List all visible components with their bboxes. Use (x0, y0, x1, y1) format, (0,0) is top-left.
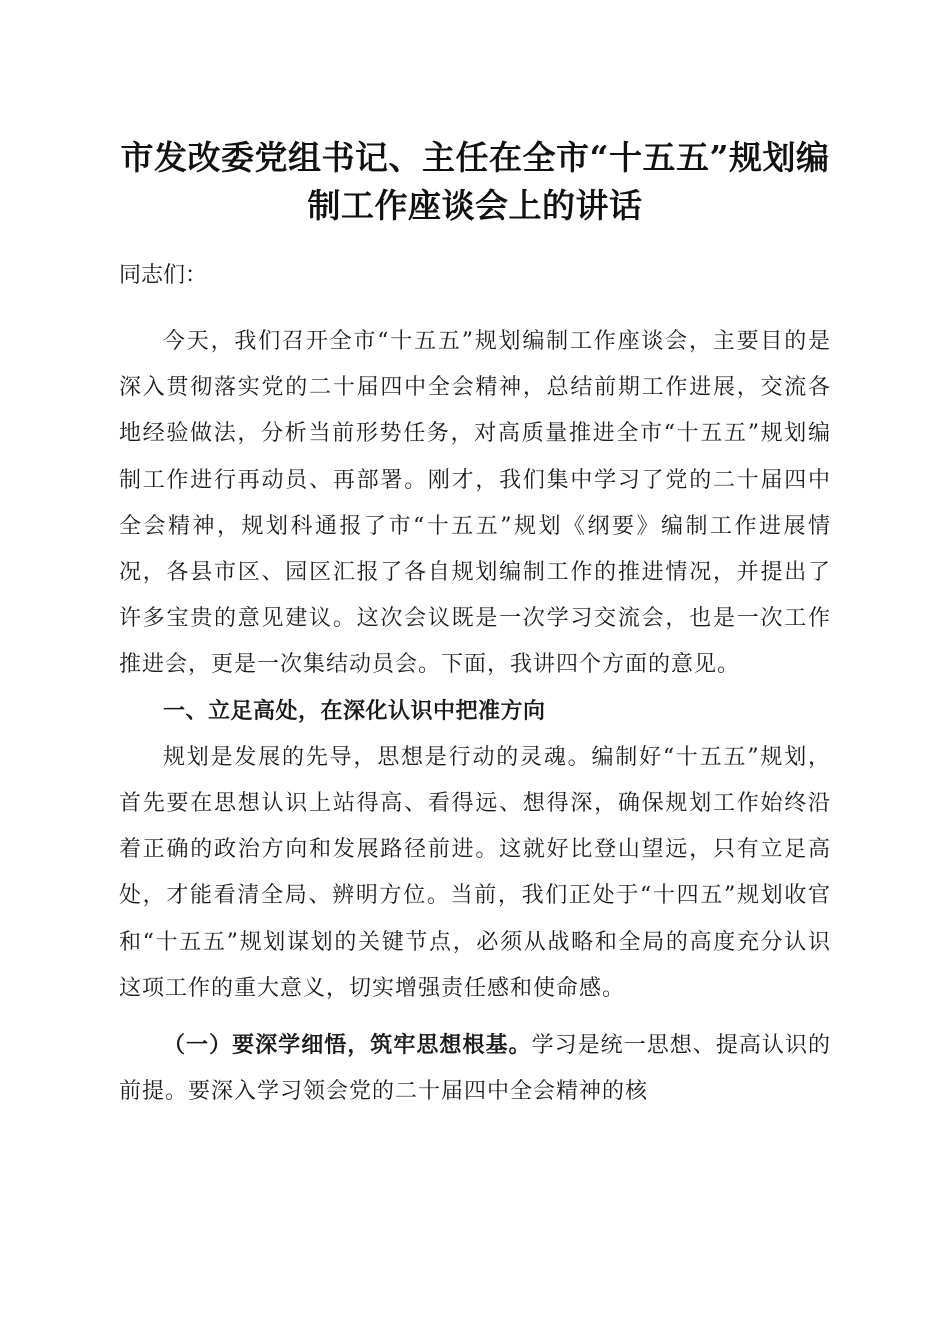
document-title: 市发改委党组书记、主任在全市“十五五”规划编制工作座谈会上的讲话 (120, 138, 830, 225)
section-1-paragraph: 规划是发展的先导，思想是行动的灵魂。编制好“十五五”规划，首先要在思想认识上站得高、看得远、想得深，确保规划工作始终沿着正确的政治方向和发展路径前进。这就好比登山望远，只有立足高处，才能看清全局、辨明方位。当前，我们正处于“十四五”规划收官和“十五五”规划谋划的关键节点，必须从战略和全局的高度充分认识这项工作的重大意义，切实增强责任感和使命感。 (119, 744, 831, 1001)
subsection-1-text: 学习是统一思想、提高认识的前提。要深入学习领会党的二十届四中全会精神的核 (119, 1033, 831, 1105)
document-body (119, 319, 831, 1115)
salutation: 同志们： (119, 263, 208, 288)
subsection-1-lead: （一）要深学细悟，筑牢思想根基。 (163, 1032, 532, 1059)
paragraph-spacer (119, 1012, 831, 1022)
subsection-1-paragraph (119, 1022, 831, 1115)
intro-paragraph: 今天，我们召开全市“十五五”规划编制工作座谈会，主要目的是深入贯彻落实党的二十届四中全会精神，总结前期工作进展，交流各地经验做法，分析当前形势任务，对高质量推进全市“十五五”规划编制工作进行再动员、再部署。刚才，我们集中学习了党的二十届四中全会精神，规划科通报了市“十五五”规划《纲要》编制工作进展情况，各县市区、园区汇报了各自规划编制工作的推进情况，并提出了许多宝贵的意见建议。这次会议既是一次学习交流会，也是一次工作推进会，更是一次集结动员会。下面，我讲四个方面的意见。 (119, 329, 831, 678)
section-1-heading: 一、立足高处，在深化认识中把准方向 (163, 698, 546, 724)
